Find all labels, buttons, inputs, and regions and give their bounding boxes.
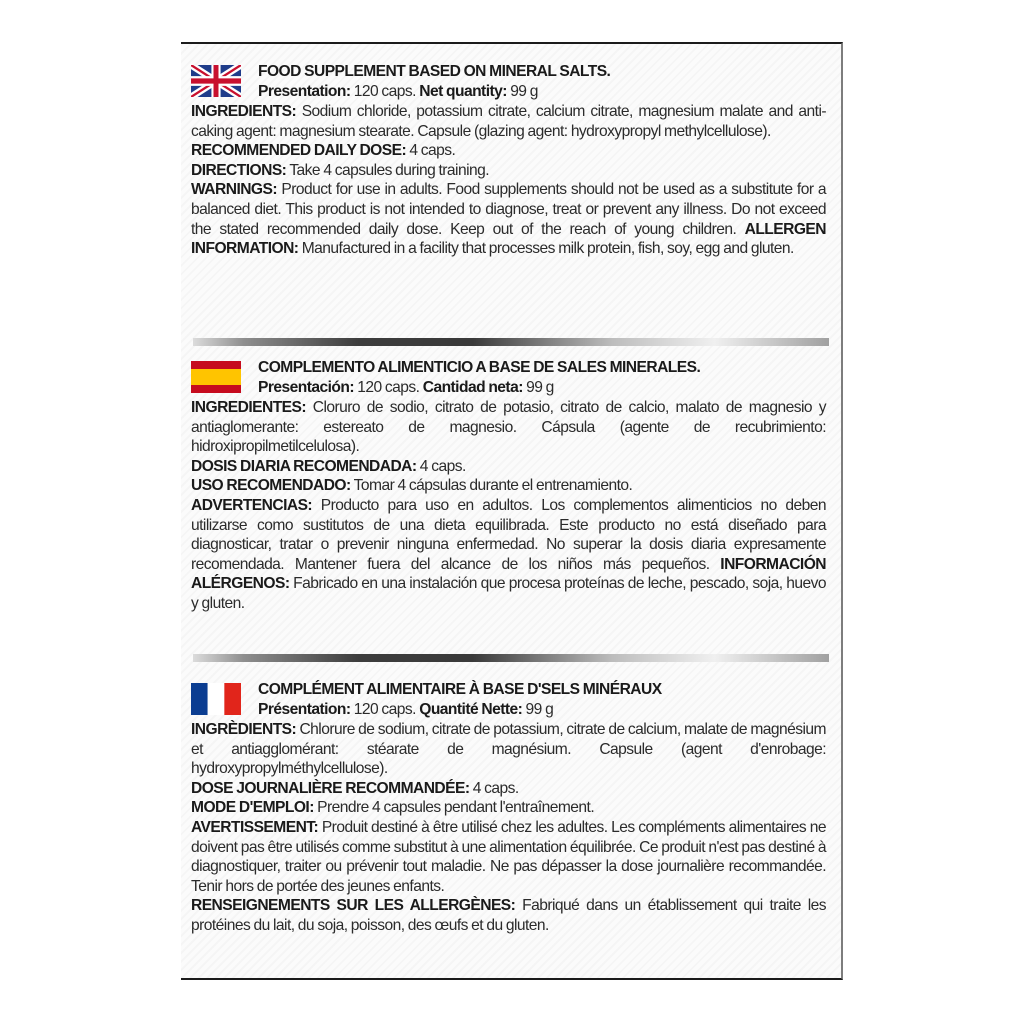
uk-flag-icon	[191, 65, 241, 97]
warnings-paragraph	[191, 818, 826, 896]
dose-label: RECOMMENDED DAILY DOSE:	[191, 142, 407, 160]
spain-flag-icon	[191, 361, 241, 393]
product-title: FOOD SUPPLEMENT BASED ON MINERAL SALTS.	[258, 63, 611, 80]
presentation-label: Presentación:	[258, 378, 354, 396]
allergen-label: RENSEIGNEMENTS SUR LES ALLERGÈNES:	[191, 897, 516, 915]
warnings-label: ADVERTENCIAS:	[191, 496, 313, 514]
directions-text: Take 4 capsules during training.	[286, 161, 490, 179]
warnings-paragraph	[191, 180, 826, 258]
warnings-label: WARNINGS:	[191, 181, 278, 199]
section-english	[191, 62, 826, 259]
quantity-label: Quantité Nette:	[419, 700, 523, 718]
ingredients-label: INGRÈDIENTS:	[191, 721, 297, 738]
ingredients-text: Sodium chloride, potassium citrate, calcium citrate, magnesium malate and anti-caking agent: magnesium stearate. Capsule (glazing agent: hydroxypropyl methylcellulose).	[191, 103, 826, 140]
warnings-paragraph	[191, 496, 826, 614]
presentation-value: 120 caps.	[350, 700, 420, 718]
directions-label: DIRECTIONS:	[191, 161, 287, 179]
presentation-line	[258, 82, 826, 102]
directions-text: Tomar 4 cápsulas durante el entrenamiento.	[350, 477, 633, 495]
ingredients-label: INGREDIENTS:	[191, 103, 297, 120]
ingredients-text: Chlorure de sodium, citrate de potassium, citrate de calcium, malate de magnésium et antiagglomérant: stéarate de magnésium. Capsule (agent d'enrobage: hydroxypropylméthylcellulose).	[191, 721, 826, 778]
section-french	[191, 680, 826, 936]
directions-label: USO RECOMENDADO:	[191, 477, 351, 495]
allergen-text: Fabriqué dans un établissement qui traite les protéines du lait, du soja, poisson, des œufs et du gluten.	[191, 897, 826, 934]
dose-text: 4 caps.	[469, 779, 519, 797]
section-header	[191, 358, 826, 398]
dose-text: 4 caps.	[416, 457, 466, 475]
france-flag-icon	[191, 683, 241, 715]
ingredients-label: INGREDIENTES:	[191, 399, 307, 416]
dose-label: DOSE JOURNALIÈRE RECOMMANDÉE:	[191, 779, 470, 797]
allergen-label: ALLERGEN INFORMATION:	[191, 220, 826, 258]
allergen-text: Manufactured in a facility that processes milk protein, fish, soy, egg and gluten.	[298, 240, 794, 258]
product-title: COMPLEMENTO ALIMENTICIO A BASE DE SALES MINERALES.	[258, 359, 701, 376]
presentation-line	[258, 700, 826, 720]
presentation-value: 120 caps.	[353, 378, 423, 396]
quantity-value: 99 g	[522, 378, 554, 396]
directions-paragraph	[191, 161, 826, 181]
presentation-label: Presentation:	[258, 82, 351, 100]
quantity-value: 99 g	[506, 82, 538, 100]
quantity-label: Cantidad neta:	[422, 378, 523, 396]
directions-paragraph	[191, 798, 826, 818]
presentation-label: Présentation:	[258, 700, 351, 718]
dose-paragraph	[191, 779, 826, 799]
allergen-text: Fabricado en una instalación que procesa proteínas de leche, pescado, soja, huevo y gluten.	[191, 575, 826, 612]
section-spanish	[191, 358, 826, 614]
allergen-paragraph	[191, 896, 826, 935]
ingredients-paragraph	[191, 102, 826, 141]
ingredients-paragraph	[191, 398, 826, 457]
directions-paragraph	[191, 476, 826, 496]
section-divider	[193, 338, 829, 346]
warnings-text: Product for use in adults. Food supplements should not be used as a substitute for a balanced diet. This product is not intended to diagnose, treat or prevent any illness. Do not exceed the stated recommended daily dose. Keep out of the reach of young children.	[191, 181, 826, 238]
presentation-value: 120 caps.	[350, 82, 420, 100]
directions-label: MODE D'EMPLOI:	[191, 799, 314, 817]
ingredients-paragraph	[191, 720, 826, 779]
warnings-label: AVERTISSEMENT:	[191, 818, 319, 836]
dose-label: DOSIS DIARIA RECOMENDADA:	[191, 457, 417, 475]
section-divider	[193, 654, 829, 662]
ingredients-text: Cloruro de sodio, citrato de potasio, citrato de calcio, malato de magnesio y antiaglomerante: estereato de magnesio. Cápsula (agente de recubrimiento: hidroxipropilmetilcelulosa).	[191, 399, 826, 456]
quantity-value: 99 g	[522, 700, 554, 718]
allergen-label: INFORMACIÓN ALÉRGENOS:	[191, 555, 826, 593]
warnings-text: Produit destiné à être utilisé chez les adultes. Les compléments alimentaires ne doivent pas être utilisés comme substitut à une alimentation équilibrée. Ce produit n'est pas destiné à diagnostiquer, traiter ou prévenir tout maladie. Ne pas dépasser la dose journalière recommandée. Tenir hors de portée des jeunes enfants.	[191, 818, 826, 895]
section-header	[191, 62, 826, 102]
dose-text: 4 caps.	[406, 142, 456, 160]
section-header	[191, 680, 826, 720]
product-title: COMPLÉMENT ALIMENTAIRE À BASE D'SELS MINÉRAUX	[258, 681, 662, 698]
dose-paragraph	[191, 457, 826, 477]
supplement-label-panel	[181, 42, 843, 980]
dose-paragraph	[191, 141, 826, 161]
presentation-line	[258, 378, 826, 398]
quantity-label: Net quantity:	[419, 82, 507, 100]
warnings-text: Producto para uso en adultos. Los complementos alimenticios no deben utilizarse como sustitutos de una dieta equilibrada. Este producto no está diseñado para diagnosticar, tratar o prevenir ninguna enfermedad. No superar la dosis diaria expresamente recomendada. Mantener fuera del alcance de los niños más pequeños.	[191, 496, 826, 573]
directions-text: Prendre 4 capsules pendant l'entraînement.	[313, 799, 595, 817]
